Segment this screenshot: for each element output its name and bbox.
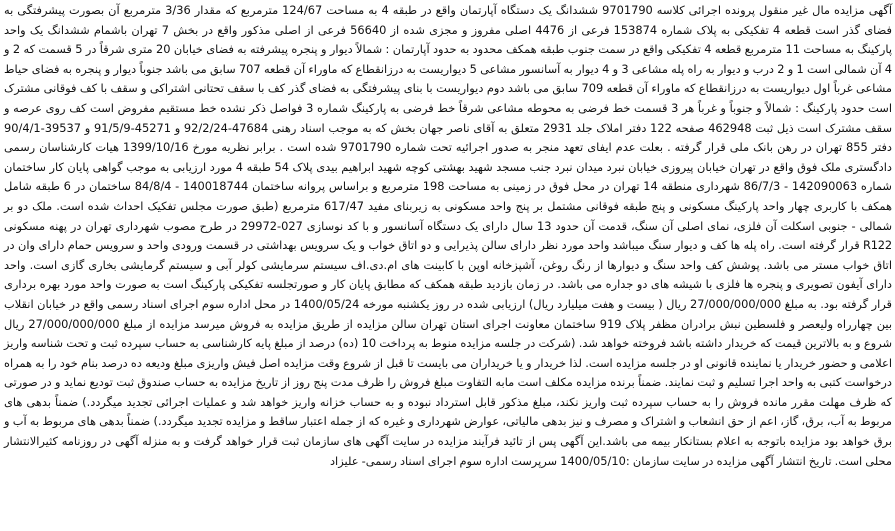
auction-notice-text: آگهی مزایده مال غیر منقول پرونده اجرائی کلاسه 9701790 ششدانگ یک دستگاه آپارتمان واقع در طبقه 4 به مساحت 124/67 مترمربع که مقدار 3/36 مترمربع آن بصورت پیشرفتگی به فضای گذر است قطعه 4 تفکیکی به پلاک شماره 153874 فرعی از 4476 اصلی مفروز و مجزی شده از 56640 فرعی از اصلی مذکور واقع در بخش 7 تهران باشمام ششدانگ یک واحد پارکینگ به مساحت 11 مترمربع قطعه 4 تفکیکی واقع در سمت جنوب طبقه همکف محدود به حدود آپارتمان : شمالاً دیوار و پنجره پیشرفته به فضای خیابان 20 متری شرقاً در 5 قسمت که 2 و 4 آن شمالی است 1 و 2 درب و دیوار به راه پله مشاعی 3 و 4 دیوار به آسانسور مشاعی 5 دیواریست به درزانقطاع که ماوراء آن قطعه 707 سابق می باشد جنوباً دیوار و پنجره به فضای حیاط مشاعی غرباً اول دیواریست به درزانقطاع که ماوراء آن قطعه 709 سابق می باشد دوم دیواریست با بنای پیشرفتگی به فضای گذر کف با سقف تحتانی اشتراکی و سقف با کف فوقانی مشترک است حدود پارکینگ : شمالاً و جنوباً و غرباً هر 3 قسمت خط فرضی به محوطه مشاعی شرقاً خط فرضی به پارکینگ شماره 3 فواصل ذکر نشده خط مستقیم مفروض است کف روی عرصه و سقف مشترک است ذیل ثبت 462948 صفحه 122 دفتر املاک جلد 2931 متعلق به آقای ناصر جهان بخش که به موجب اسناد رهنی 47684-92/2/24 و 45271-91/5/9 و 39537-90/4/1 دفتر 855 تهران در رهن بانک ملی قرار گرفته . بعلت عدم ایفای تعهد منجر به صدور اجرائیه تحت شماره 9701790 شده است . برابر نظریه مورخ 1399/10/16 هیات کارشناسان رسمی دادگستری ملک فوق واقع در تهران خیابان پیروزی خیابان نبرد میدان نبرد جنب مسجد شهید بهشتی کوچه شهید ابراهیم بیدی پلاک 54 طبقه 4 مورد ارزیابی به موجب گواهی پایان کار ساختمان شماره 142090063 - 86/7/3 شهرداری منطقه 14 تهران در محل فوق در زمینی به مساحت 198 مترمربع و براساس پروانه ساختمان 140018744 - 84/8/4 ساختمان در 6 طبقه شامل همکف با کاربری چهار واحد پارکینگ مسکونی و پنج طبقه فوقانی مشتمل بر پنج واحد مسکونی به زیربنای مفید 617/47 مترمربع (طبق صورت مجلس تفکیک احداث شده است. ملک دو بر شمالی - جنوبی اسکلت آن فلزی، نمای اصلی آن سنگ، قدمت آن حدود 13 سال دارای یک دستگاه آسانسور و با کد نوسازی 027-29972 در طرح مصوب شهرداری تهران در پهنه مسکونی R122 قرار گرفته است. راه پله ها کف و دیوار سنگ میباشد واحد مورد نظر دارای سالن پذیرایی و دو اتاق خواب و یک سرویس بهداشتی در قسمت ورودی واحد و سرویس حمام دارای وان در اتاق خواب مستر می باشد. پوشش کف واحد سنگ و دیوارها از رنگ روغن، آشپزخانه اوپن با کابینت های ام.دی.اف سیستم سرمایشی کولر آبی و سیستم گرمایشی بخاری گازی است. واحد دارای آیفون تصویری و پنجره ها فلزی با شیشه های دو جداره می باشد. در زمان بازدید طبقه همکف که مطابق پایان کار و صورتجلسه تفکیکی پارکینگ است به صورت واحد مورد بهره برداری قرار گرفته بود. به مبلغ 27/000/000/000 ریال ( بیست و هفت میلیارد ریال) ارزیابی شده در روز یکشنبه مورخه 1400/05/24 در محل اداره سوم اجرای اسناد رسمی واقع در خیابان انقلاب بین چهارراه ولیعصر و فلسطین نبش برادران مظفر پلاک 919 ساختمان معاونت اجرای استان تهران سالن مزایده از طریق مزایده به فروش میرسد مزایده از مبلغ 27/000/000/000 ریال شروع و به بالاترین قیمت که خریدار داشته باشد فروخته خواهد شد. (شرکت در جلسه مزایده منوط به پرداخت 10 (ده) درصد از مبلغ پایه کارشناسی به حساب سپرده ثبت و تحت شناسه واریز اعلامی و حضور خریدار یا نماینده قانونی او در جلسه مزایده است. لذا خریدار و یا خریداران می بایست تا قبل از شروع وقت مزایده اصل فیش واریزی مبلغ ودیعه ده درصد بنام خود را به همراه درخواست کتبی به واحد اجرا تسلیم و ثبت نمایند. ضمناً برنده مزایده مکلف است مابه التفاوت مبلغ فروش را ظرف مدت پنج روز از تاریخ مزایده به حساب صندوق ثبت تودیع نماید و در صورتی که ظرف مهلت مقرر مانده فروش را به حساب سپرده ثبت واریز نکند، مبلغ مذکور قابل استرداد نبوده و به حساب خزانه واریز خواهد شد و عملیات اجرائی تجدید میگردد.) ضمناً بدهی های مربوط به آب، برق، گاز، اعم از حق انشعاب و اشتراک و مصرف و نیز بدهی مالیاتی، عوارض شهرداری و غیره که از جمله اعتبار ساقط و مزایده تجدید میگردد.) ضمناً بدهی های مربوط به آب و برق خواهد بود مزایده باتوجه به اعلام بستانکار بیمه می باشد.این آگهی پس از تائید فرآیند مزایده در سایت آگهی های سازمان ثبت قرار خواهد گرفت و به منزله آگهی در روزنامه کثیرالانتشار محلی است. تاریخ انتشار آگهی مزایده در سایت سازمان :1400/05/10 سرپرست اداره سوم اجرای اسناد رسمی- علیزاد [4, 3, 893, 468]
